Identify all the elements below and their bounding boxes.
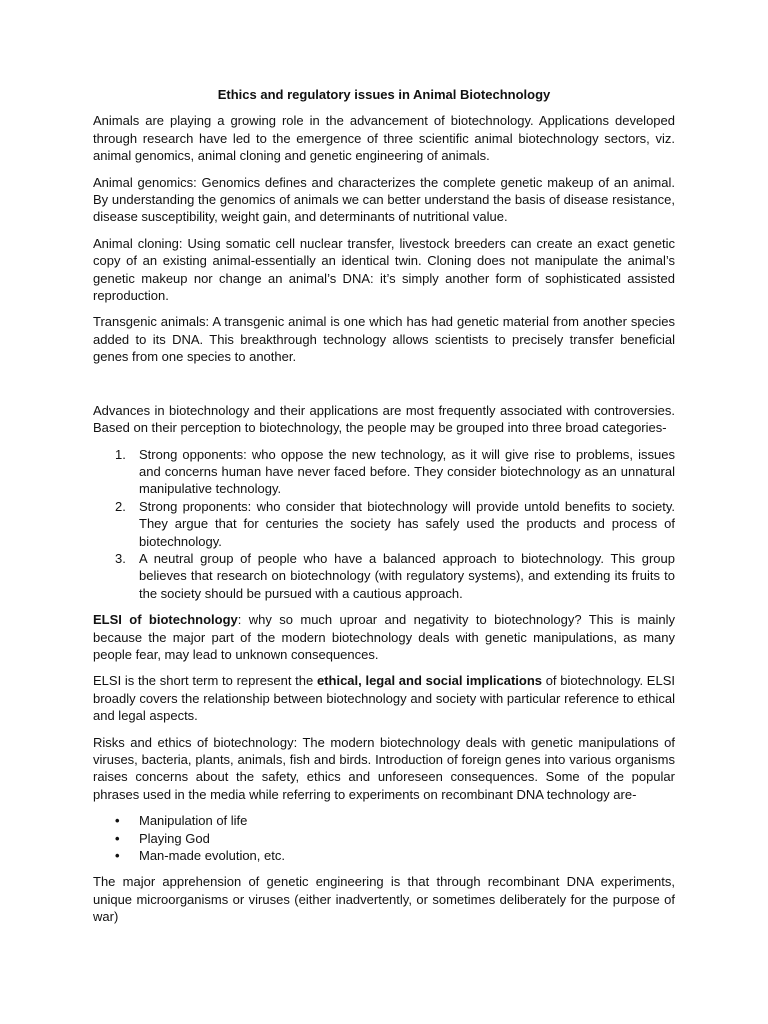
bullet-icon: • <box>115 830 120 846</box>
list-item-text: Manipulation of life <box>139 813 248 829</box>
list-item-text: A neutral group of people who have a balanced approach to biotechnology. This group believes that research on biotechnology (with regulatory systems), and extending its fruits to the society should be pursued with a cautious approach. <box>139 550 675 601</box>
document-title: Ethics and regulatory issues in Animal Biotechnology <box>217 87 551 102</box>
section-gap <box>93 375 675 402</box>
list-number: 3. <box>115 550 126 566</box>
phrases-list <box>93 812 675 864</box>
intro-paragraph: Animals are playing a growing role in the advancement of biotechnology. Applications developed through research have led to the emergence of three scientific animal biotechnology sectors, viz. animal genomics, animal cloning and genetic engineering of animals. <box>93 113 675 164</box>
list-item <box>93 812 675 829</box>
cloning-paragraph: Animal cloning: Using somatic cell nuclear transfer, livestock breeders can create an exact genetic copy of an existing animal-essentially an identical twin. Cloning does not manipulate the animal’s genetic makeup nor change an animal’s DNA: it’s simply another form of sophisticated assisted reproduction. <box>93 235 675 304</box>
elsi-def-pre: ELSI is the short term to represent the <box>93 673 317 689</box>
elsi-definition-paragraph <box>93 672 675 724</box>
risks-paragraph: Risks and ethics of biotechnology: The modern biotechnology deals with genetic manipulations of viruses, bacteria, plants, animals, fish and birds. Introduction of foreign genes into various organisms raises concerns about the safety, ethics and unforeseen consequences. Some of the popular phrases used in the media while referring to experiments on recombinant DNA technology are- <box>93 734 675 802</box>
list-item <box>93 847 675 864</box>
list-item-text: Strong proponents: who consider that biotechnology will provide untold benefits to society. They argue that for centuries the society has safely used the products and process of biotechnology. <box>139 498 675 549</box>
elsi-intro-paragraph <box>93 611 675 663</box>
final-paragraph: The major apprehension of genetic engineering is that through recombinant DNA experiments, unique microorganisms or viruses (either inadvertently, or sometimes deliberately for the purpose of war) <box>93 874 675 925</box>
list-item-text: Playing God <box>139 830 210 846</box>
list-number: 1. <box>115 446 126 462</box>
elsi-def-post: of biotechnology. ELSI broadly covers the relationship between biotechnology and society with particular reference to ethical and legal aspects. <box>93 673 675 724</box>
bullet-icon: • <box>115 848 120 864</box>
list-item <box>93 830 675 847</box>
elsi-def-bold: ethical, legal and social implications <box>316 673 542 689</box>
list-item <box>93 446 675 498</box>
elsi-intro-text: : why so much uproar and negativity to biotechnology? This is mainly because the major part of the modern biotechnology deals with genetic manipulations, as many people fear, may lead to unknown consequences. <box>93 612 675 662</box>
list-item-text: Strong opponents: who oppose the new technology, as it will give rise to problems, issues and concerns human have never faced before. They consider biotechnology as an unnatural manipulative technology. <box>139 446 675 497</box>
bullet-icon: • <box>115 813 120 829</box>
list-item <box>93 498 675 550</box>
categories-list <box>93 446 675 603</box>
document-page <box>93 86 675 935</box>
list-item-text: Man-made evolution, etc. <box>139 848 285 864</box>
list-item <box>93 550 675 602</box>
genomics-paragraph: Animal genomics: Genomics defines and characterizes the complete genetic makeup of an animal. By understanding the genomics of animals we can better understand the basis of disease resistance, disease susceptibility, weight gain, and determinants of nutritional value. <box>93 174 675 225</box>
list-number: 2. <box>115 498 126 514</box>
advances-paragraph: Advances in biotechnology and their applications are most frequently associated with controversies. Based on their perception to biotechnology, the people may be grouped into three broad categories- <box>93 402 675 436</box>
elsi-heading: ELSI of biotechnology <box>93 612 238 628</box>
transgenic-paragraph: Transgenic animals: A transgenic animal is one which has had genetic material from another species added to its DNA. This breakthrough technology allows scientists to precisely transfer beneficial genes from one species to another. <box>93 314 675 365</box>
